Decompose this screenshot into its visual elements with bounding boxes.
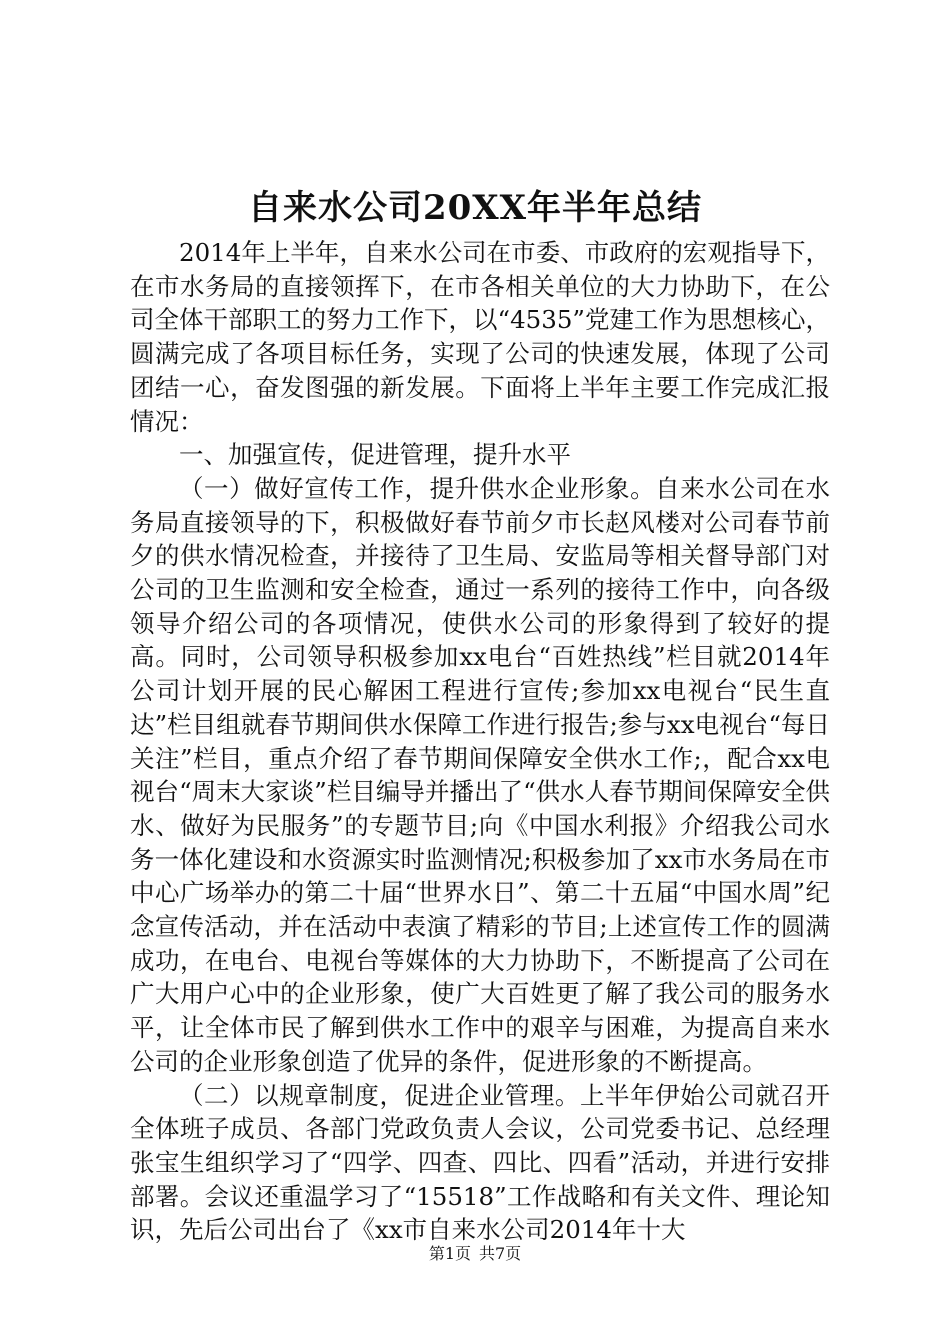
section-heading: 一、加强宣传，促进管理，提升水平 xyxy=(179,440,571,470)
page-number: 第1页 xyxy=(428,1244,471,1263)
page-total: 共7页 xyxy=(479,1244,522,1263)
intro-paragraph: 2014年上半年，自来水公司在市委、市政府的宏观指导下，在市水务局的直接领挥下，在市各相关单位的大力协助下，在公司全体干部职工的努力工作下，以“4535”党建工作为思想核心，圆满完成了各项目标任务，实现了公司的快速发展，体现了公司团结一心，奋发图强的新发展。下面将上半年主要工作完成汇报情况： xyxy=(130,238,830,436)
page-footer xyxy=(0,1243,950,1265)
regulation-paragraph: （二）以规章制度，促进企业管理。上半年伊始公司就召开全体班子成员、各部门党政负责人会议，公司党委书记、总经理张宝生组织学习了“四学、四查、四比、四看”活动，并进行安排部署。会议还重温学习了“15518”工作战略和有关文件、理论知识，先后公司出台了《xx市自来水公司2014年十大 xyxy=(130,1080,830,1245)
document-title: 自来水公司20XX年半年总结 xyxy=(247,188,703,228)
publicity-paragraph: （一）做好宣传工作，提升供水企业形象。自来水公司在水务局直接领导的下，积极做好春节前夕市长赵风楼对公司春节前夕的供水情况检查，并接待了卫生局、安监局等相关督导部门对公司的卫生监测和安全检查，通过一系列的接待工作中，向各级领导介绍公司的各项情况，使供水公司的形象得到了较好的提高。同时，公司领导积极参加xx电台“百姓热线”栏目就2014年公司计划开展的民心解困工程进行宣传;参加xx电视台“民生直达”栏目组就春节期间供水保障工作进行报告;参与xx电视台“每日关注”栏目，重点介绍了春节期间保障安全供水工作;，配合xx电视台“周末大家谈”栏目编导并播出了“供水人春节期间保障安全供水、做好为民服务”的专题节目;向《中国水利报》介绍我公司水务一体化建设和水资源实时监测情况;积极参加了xx市水务局在市中心广场举办的第二十届“世界水日”、第二十五届“中国水周”纪念宣传活动，并在活动中表演了精彩的节目;上述宣传工作的圆满成功，在电台、电视台等媒体的大力协助下，不断提高了公司在广大用户心中的企业形象，使广大百姓更了解了我公司的服务水平，让全体市民了解到供水工作中的艰辛与困难，为提高自来水公司的企业形象创造了优异的条件，促进形象的不断提高。 xyxy=(130,473,830,1076)
document-body xyxy=(130,236,830,1247)
